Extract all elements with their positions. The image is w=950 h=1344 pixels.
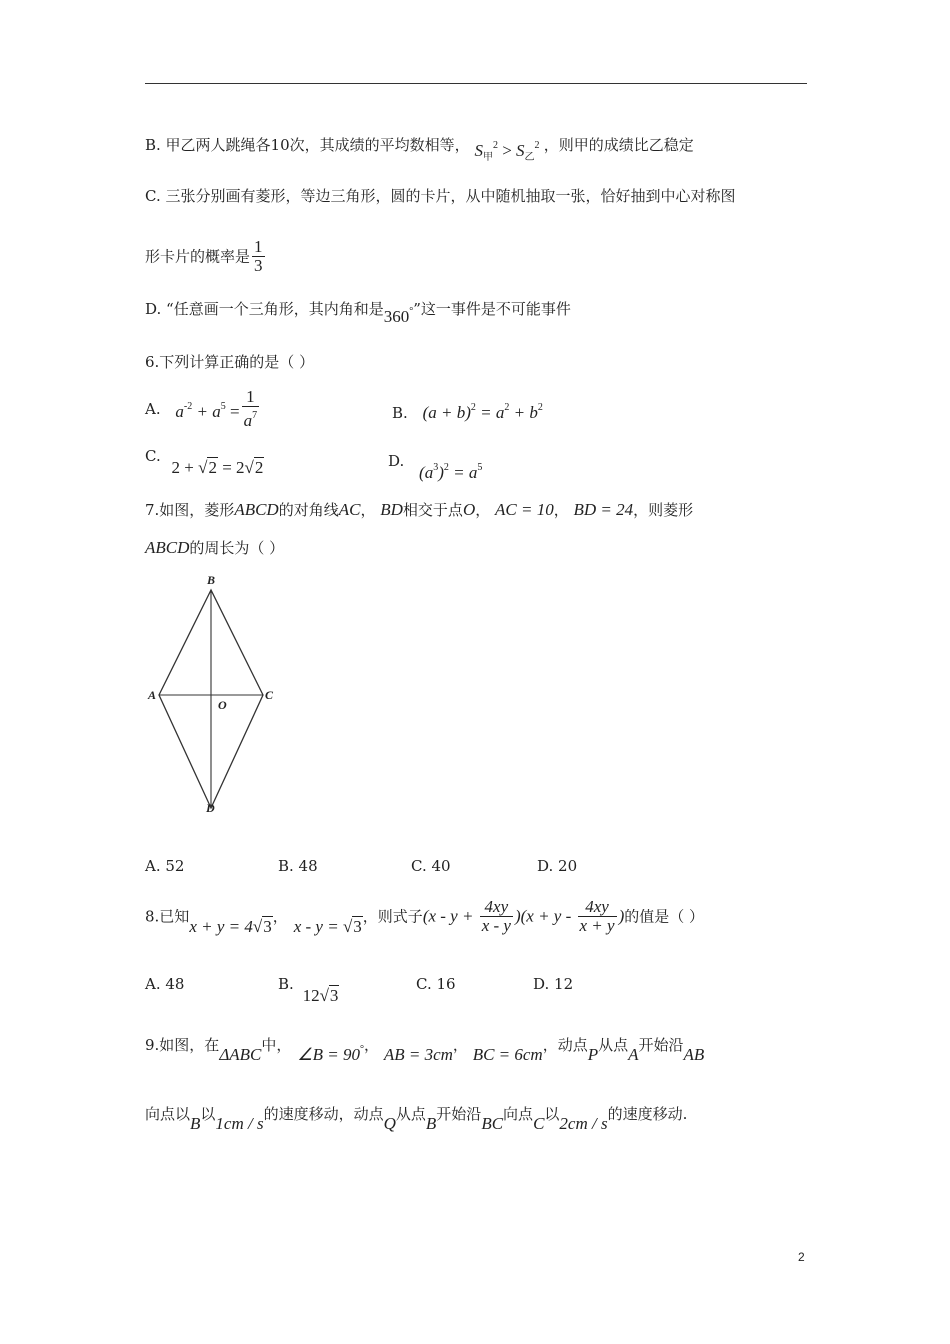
q7-option-a: A. 52 [145,857,185,875]
q8-fraction-2: $\frac{4xy}{x + y}$ [579,897,615,935]
q8-fraction-1: $\frac{4xy}{x - y}$ [481,897,511,935]
q7-option-d: D. 20 [537,857,578,875]
q5-c-text2: 形卡片的概率是 [145,247,251,266]
q5-b-text-end: ，则甲的成绩比乙稳定 [543,136,694,154]
q5-option-d [145,294,571,326]
q8-option-a: A. 48 [145,975,185,993]
q5-option-b [145,130,694,162]
q6-option-d: D. $(a^3)^2 = a^5$ [388,452,483,482]
center-label-o: O [218,698,227,712]
q5-c-text: C. 三张分别画有菱形，等边三角形，圆的卡片，从中随机抽取一张，恰好抽到中心对称图 [145,187,736,205]
q6-option-a: A. $a^{-2} + a^5$ = $\frac{1}{a^7}$ [145,387,258,430]
q5-d-text2: ”这一事件是不可能事件 [413,300,571,318]
q7-option-b: B. 48 [278,857,318,875]
q8-option-b: B. 12√3 [278,975,339,1005]
rhombus-figure [140,568,290,823]
q5-option-c [145,186,735,206]
q5-c-fraction: $\frac{1}{3}$ [254,237,263,275]
q8-stem: 8.已知x + y = 4√3， x - y = √3，则式子(x - y + $\frac{4xy}{x - y}$ )(x + y - $\frac{4xy}{x + y}$ )的值是（ ） [145,897,705,936]
q7-option-c: C. 40 [411,857,451,875]
q5-b-math: $S_甲^2 > S_乙^2$ [474,140,540,163]
q7-stem-line1: 7.如图，菱形ABCD的对角线AC， BD相交于点O， AC = 10， BD = 24，则菱形 [145,500,694,519]
header-rule [145,83,807,84]
q5-d-text: D. “任意画一个三角形，其内角和是 [145,300,384,318]
q7-stem-line2: ABCD的周长为（ ） [145,538,285,557]
q5-option-c-cont [145,238,267,275]
q5-d-math: 360° [383,306,414,326]
q6-option-c: C. 2 + √2 = 2√2 [145,447,264,477]
q6-stem: 6.下列计算正确的是（ ） [145,353,315,371]
q9-stem-line2: 向点以B以1cm / s的速度移动，动点Q从点B开始沿BC向点C以2cm / s的速度移动. [145,1105,688,1133]
page-number: 2 [798,1250,805,1264]
q8-option-c: C. 16 [416,975,456,993]
vertex-label-a: A [148,688,157,702]
q5-b-text: B. 甲乙两人跳绳各10次，其成绩的平均数相等， [145,136,470,154]
vertex-label-c: C [265,688,274,702]
q9-stem-line1: 9.如图，在ΔABC中， ∠B = 90°， AB = 3cm， BC = 6cm，动点P从点A开始沿AB [145,1036,705,1064]
vertex-label-d: D [206,801,215,815]
vertex-label-b: B [207,573,216,587]
q8-option-d: D. 12 [533,975,574,993]
q6-option-b: B. $(a + b)^2 = a^2 + b^2$ [392,402,543,422]
q6-a-fraction: $\frac{1}{a^7}$ [243,387,258,430]
